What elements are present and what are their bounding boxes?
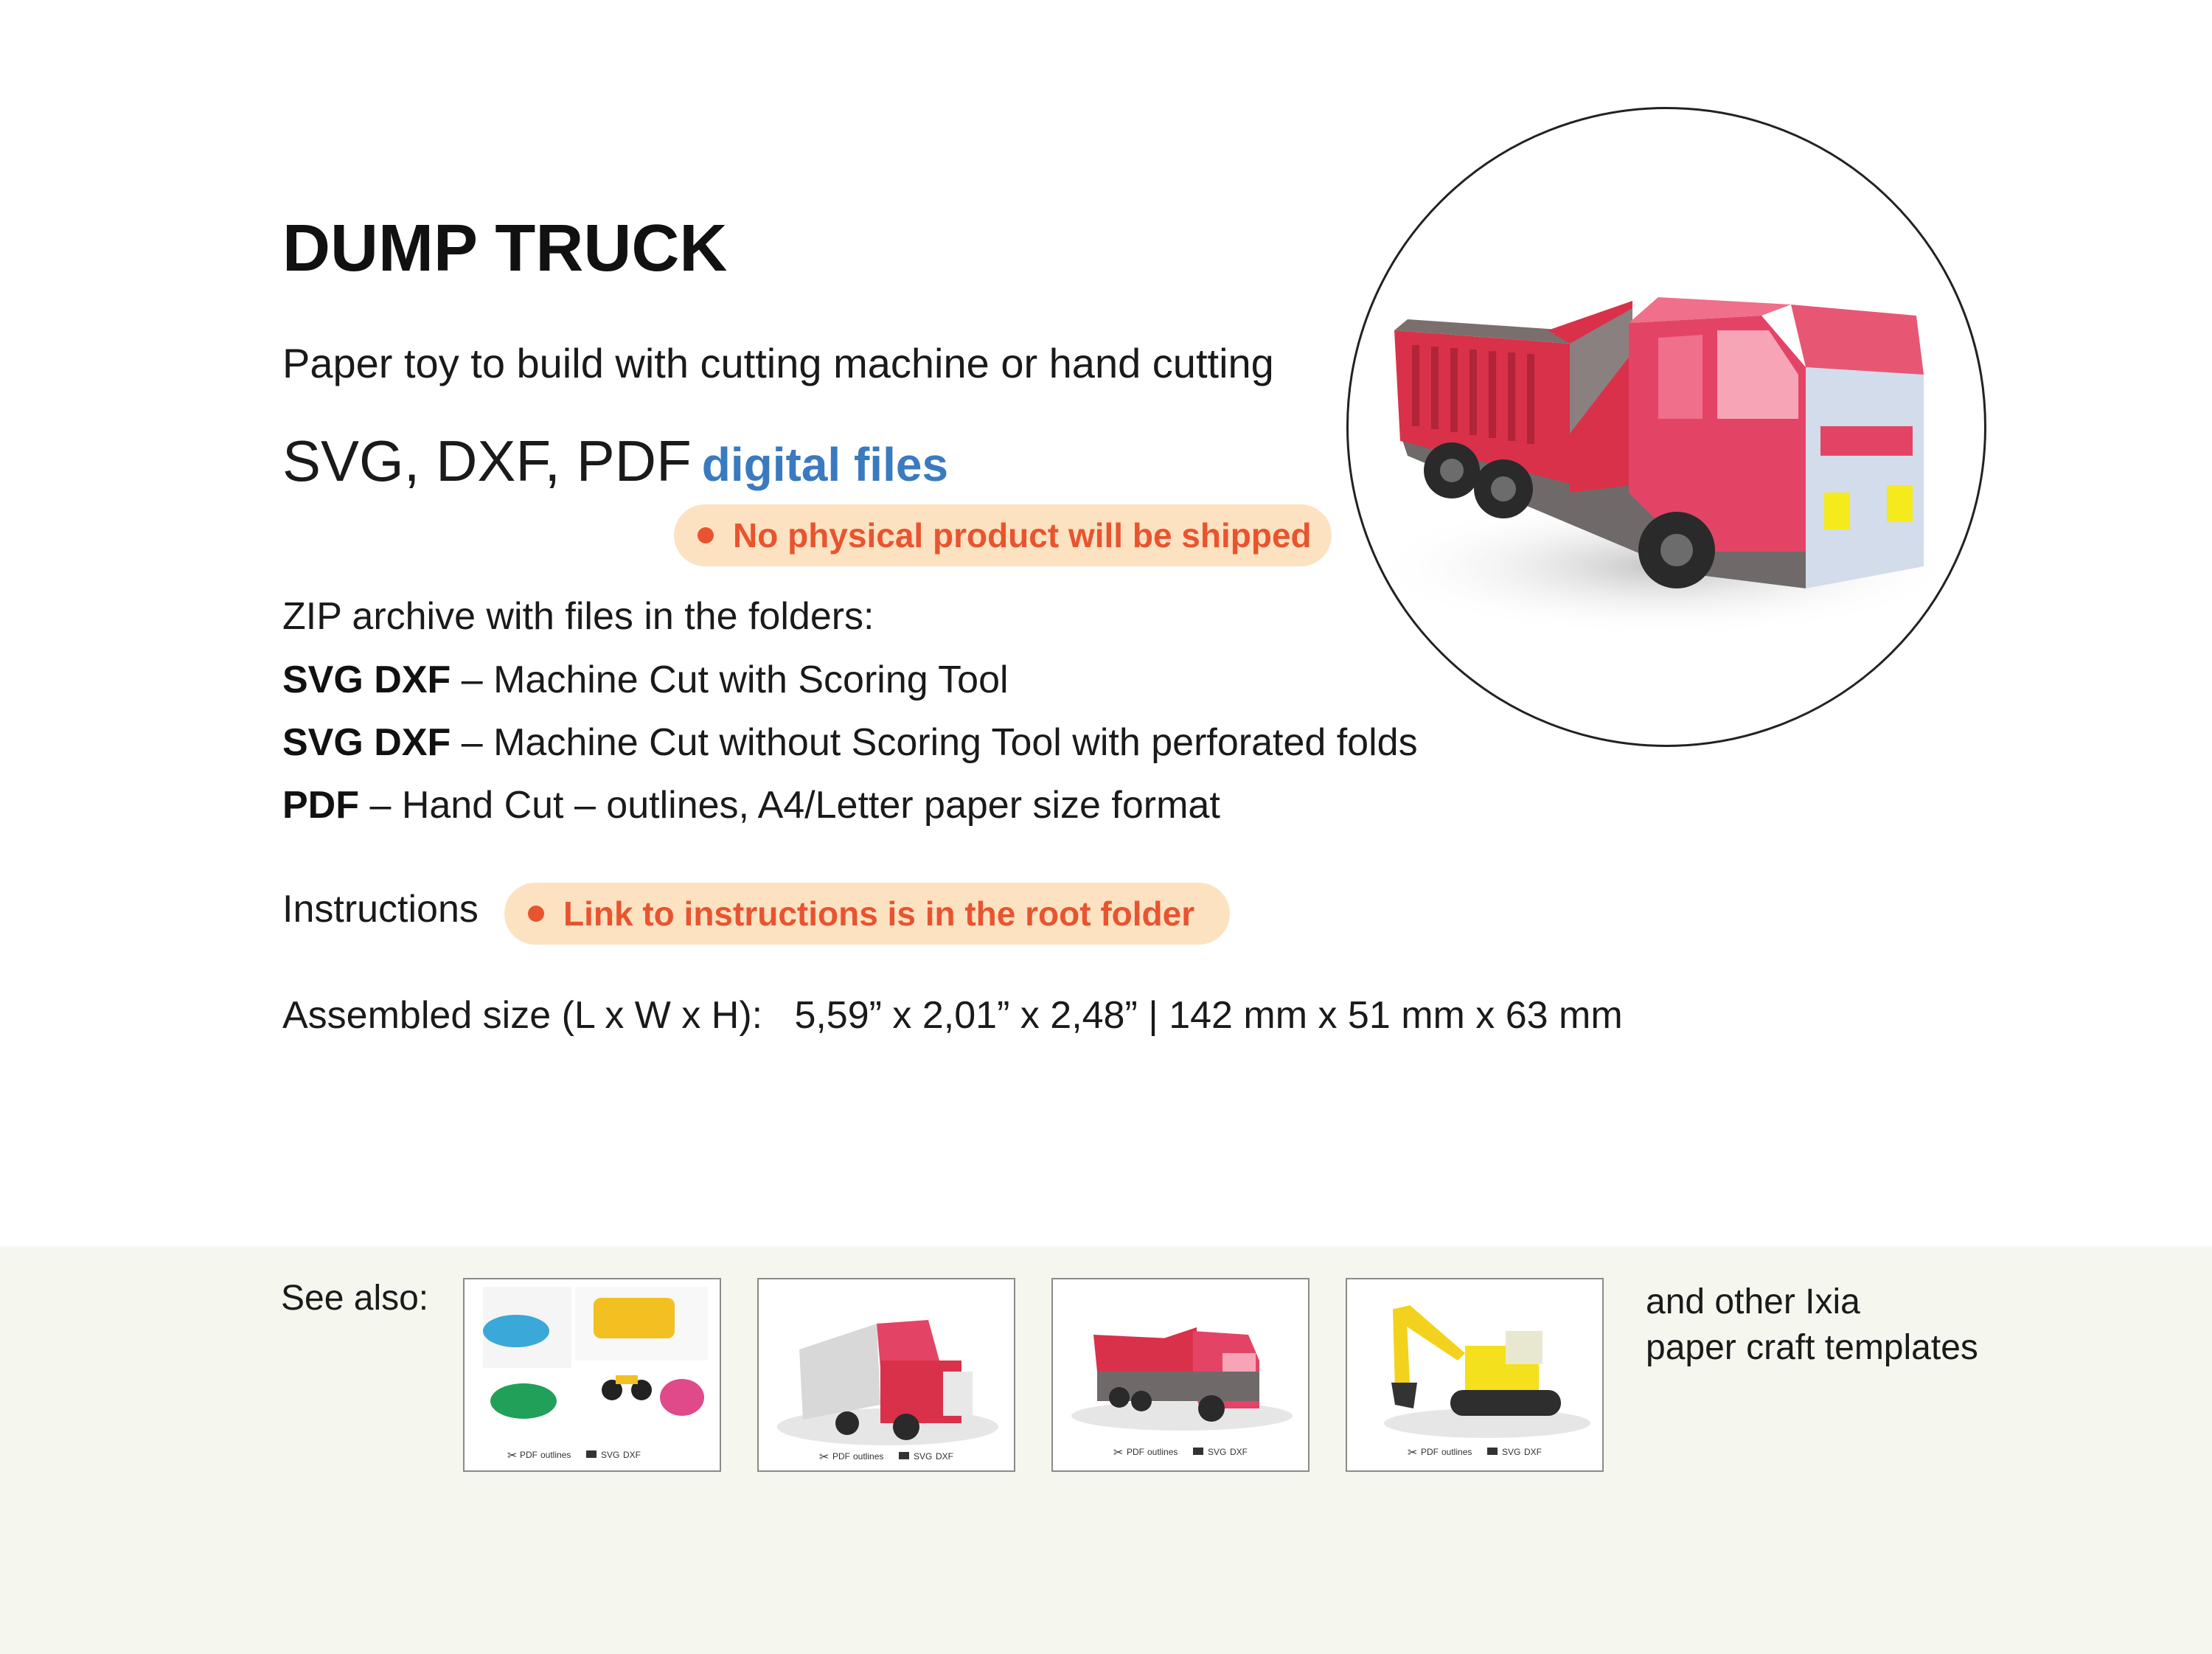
thumbnail-dump-truck[interactable] — [1051, 1278, 1310, 1472]
assembled-size-value: 5,59” x 2,01” x 2,48” | 142 mm x 51 mm x 63 mm — [794, 994, 1623, 1037]
scissors-icon: ✂ — [1113, 1447, 1124, 1459]
zip-intro: ZIP archive with files in the folders: — [282, 595, 874, 638]
folder-name: PDF — [282, 784, 359, 827]
scissors-icon: ✂ — [819, 1451, 830, 1464]
thumb-svg-label: SVG — [1208, 1447, 1227, 1457]
folder-item — [282, 658, 1009, 702]
dump-truck-illustration — [1349, 109, 1986, 747]
thumb-dxf-label: DXF — [1230, 1447, 1248, 1457]
thumb-outlines-label: outlines — [1441, 1447, 1472, 1457]
shipping-note-badge — [674, 504, 1332, 566]
bullet-dot-icon — [698, 527, 714, 543]
thumb-dxf-label: DXF — [1524, 1447, 1542, 1457]
thumb-outlines-label: outlines — [853, 1451, 884, 1462]
digital-files-label: digital files — [701, 438, 949, 491]
thumbnail-semi-truck[interactable] — [757, 1278, 1015, 1472]
thumb-outlines-label: outlines — [540, 1450, 571, 1460]
thumb-dxf-label: DXF — [623, 1450, 641, 1460]
thumb-svg-label: SVG — [1502, 1447, 1521, 1457]
semi-truck-thumbnail-icon — [759, 1279, 1015, 1472]
shipping-note-text: No physical product will be shipped — [733, 516, 1312, 555]
file-formats — [282, 428, 948, 495]
product-subtitle: Paper toy to build with cutting machine or hand cutting — [282, 340, 1274, 386]
thumb-svg-label: SVG — [914, 1451, 933, 1462]
folder-item — [282, 720, 1418, 765]
other-templates-line1: and other Ixia — [1646, 1282, 1860, 1321]
folder-item — [282, 783, 1220, 827]
assembled-size-label: Assembled size (L x W x H): — [282, 994, 763, 1037]
thumb-pdf-label: PDF — [1127, 1447, 1144, 1457]
see-also-label: See also: — [281, 1279, 429, 1318]
printer-icon — [1193, 1448, 1203, 1455]
file-formats-list: SVG, DXF, PDF — [282, 428, 692, 493]
other-templates-note — [1646, 1279, 1978, 1371]
folder-name: SVG DXF — [282, 721, 451, 764]
thumb-pdf-label: PDF — [520, 1450, 538, 1460]
thumb-dxf-label: DXF — [936, 1451, 953, 1462]
scissors-icon: ✂ — [507, 1450, 518, 1462]
printer-icon — [1487, 1448, 1498, 1455]
cars-set-thumbnail-icon — [465, 1279, 721, 1472]
excavator-thumbnail-icon — [1347, 1279, 1604, 1472]
scissors-icon: ✂ — [1408, 1447, 1418, 1459]
printer-icon — [586, 1450, 597, 1458]
dump-truck-thumbnail-icon — [1053, 1279, 1310, 1472]
thumbnail-excavator[interactable] — [1346, 1278, 1604, 1472]
instructions-label: Instructions — [282, 888, 479, 931]
printer-icon — [899, 1452, 909, 1459]
assembled-size — [282, 993, 1623, 1038]
thumb-pdf-label: PDF — [1421, 1447, 1439, 1457]
product-title: DUMP TRUCK — [282, 212, 728, 285]
thumb-svg-label: SVG — [601, 1450, 620, 1460]
thumb-outlines-label: outlines — [1147, 1447, 1178, 1457]
folder-name: SVG DXF — [282, 659, 451, 701]
thumbnail-cars-set[interactable] — [463, 1278, 721, 1472]
thumb-pdf-label: PDF — [832, 1451, 850, 1462]
folder-description: – Machine Cut without Scoring Tool with perforated folds — [451, 721, 1418, 764]
instructions-note-text: Link to instructions is in the root folder — [563, 894, 1195, 933]
instructions-note-badge — [504, 883, 1230, 945]
bullet-dot-icon — [528, 906, 544, 922]
other-templates-line2: paper craft templates — [1646, 1328, 1978, 1367]
folder-description: – Hand Cut – outlines, A4/Letter paper size format — [359, 784, 1220, 827]
product-image-circle — [1346, 107, 1986, 747]
folder-description: – Machine Cut with Scoring Tool — [451, 659, 1009, 701]
